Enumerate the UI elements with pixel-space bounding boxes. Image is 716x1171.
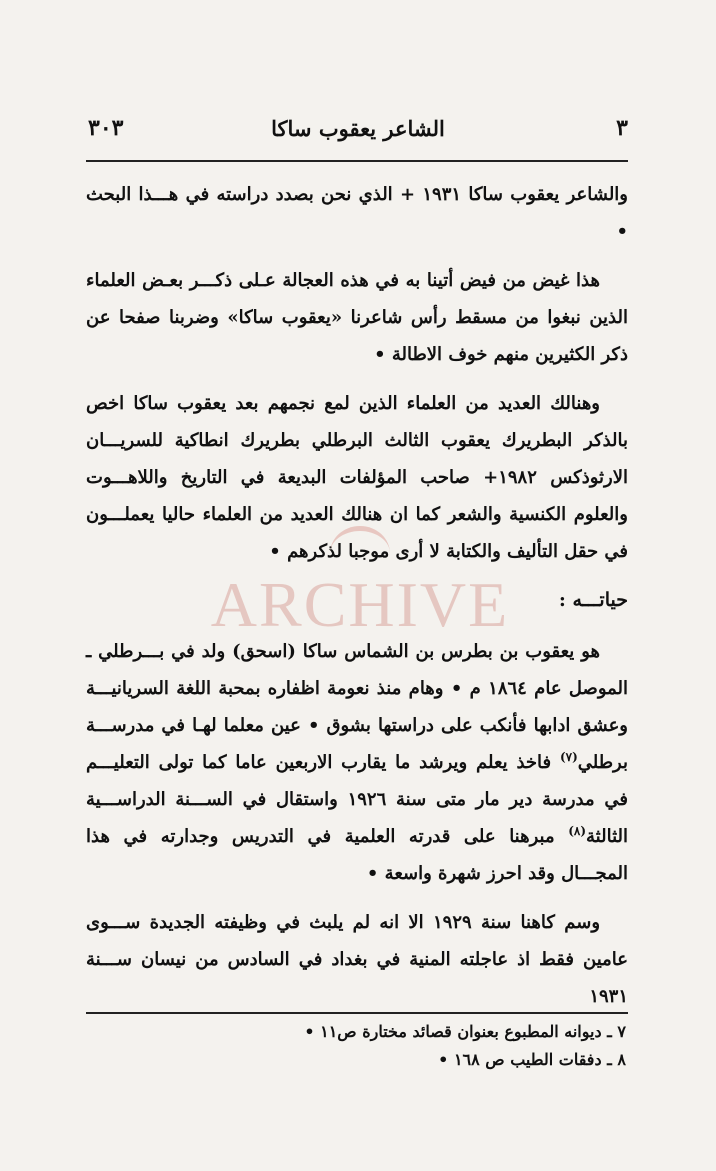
footnote-7: ٧ ـ ديوانه المطبوع بعنوان قصائد مختارة ص١١ • — [304, 1022, 626, 1041]
paragraph-life-1 — [86, 633, 628, 892]
page-header — [88, 108, 628, 148]
paragraph-1: والشاعر يعقوب ساكا ١٩٣١ + الذي نحن بصدد دراسته في هـــذا البحث • — [86, 184, 628, 242]
paragraph-life-2: وسم كاهنا سنة ١٩٢٩ الا انه لم يلبث في وظيفته الجديدة ســـوى عامين فقط اذ عاجلته المنية في بغداد في السادس من نيسان ســـنة ١٩٣١ — [86, 912, 628, 1007]
page-number: ٣٠٣ — [88, 115, 124, 141]
section-number: ٣ — [616, 115, 628, 141]
paragraph-3: وهنالك العديد من العلماء الذين لمع نجمهم بعد يعقوب ساكا اخص بالذكر البطريرك يعقوب الثالث البرطلي بطريرك انطاكية للسريـــان الارثوذكس ١٩٨٢+ صاحب المؤلفات البديعة في التاريخ واللاهـــوت والعلوم الكنسية والشعر كما ان هنالك العديد من العلماء حاليا يعملـــون في حقل التأليف والكتابة لا أرى موجبا لذكرهم • — [86, 393, 628, 562]
paragraph-2: هذا غيض من فيض أتينا به في هذه العجالة عـلى ذكـــر بعـض العلماء الذين نبغوا من مسقط رأس شاعرنا «يعقوب ساكا» وضربنا صفحا عن ذكر الكثيرين منهم خوف الاطالة • — [86, 270, 628, 365]
paragraph-life-1-part-c: مبرهنا على قدرته العلمية في التدريس وجدارته في هذا المجـــال وقد احرز شهرة واسعة • — [86, 826, 628, 884]
footnotes — [86, 1018, 626, 1074]
running-title: الشاعر يعقوب ساكا — [271, 115, 445, 141]
footnote-ref-7: (٧) — [559, 750, 578, 764]
section-heading: حياتـــه : — [558, 589, 628, 611]
header-rule — [86, 160, 628, 162]
paragraph-life-1-part-b: فاخذ يعلم ويرشد ما يقارب الاربعين عاما كما تولى التعليـــم في مدرسة دير مار متى سنة ١٩٢٦ واستقال في الســـنة الدراســـية الثالثة — [86, 752, 628, 847]
footnote-8: ٨ ـ دفقات الطيب ص ١٦٨ • — [438, 1050, 626, 1069]
page-body — [86, 176, 628, 1027]
footnote-rule — [86, 1012, 628, 1014]
paragraph-life-1-part-a: هو يعقوب بن بطرس بن الشماس ساكا (اسحق) ولد في بـــرطلي ـ الموصل عام ١٨٦٤ م • وهام منذ نعومة اظفاره بمحبة اللغة السريانيـــة وعشق ادابها فأنكب على دراستها بشوق • عين معلما لهـا في مدرســـة برطلي — [86, 641, 629, 773]
footnote-ref-8: (٨) — [568, 824, 587, 838]
watermark-text: ARCHIVE — [210, 569, 510, 640]
